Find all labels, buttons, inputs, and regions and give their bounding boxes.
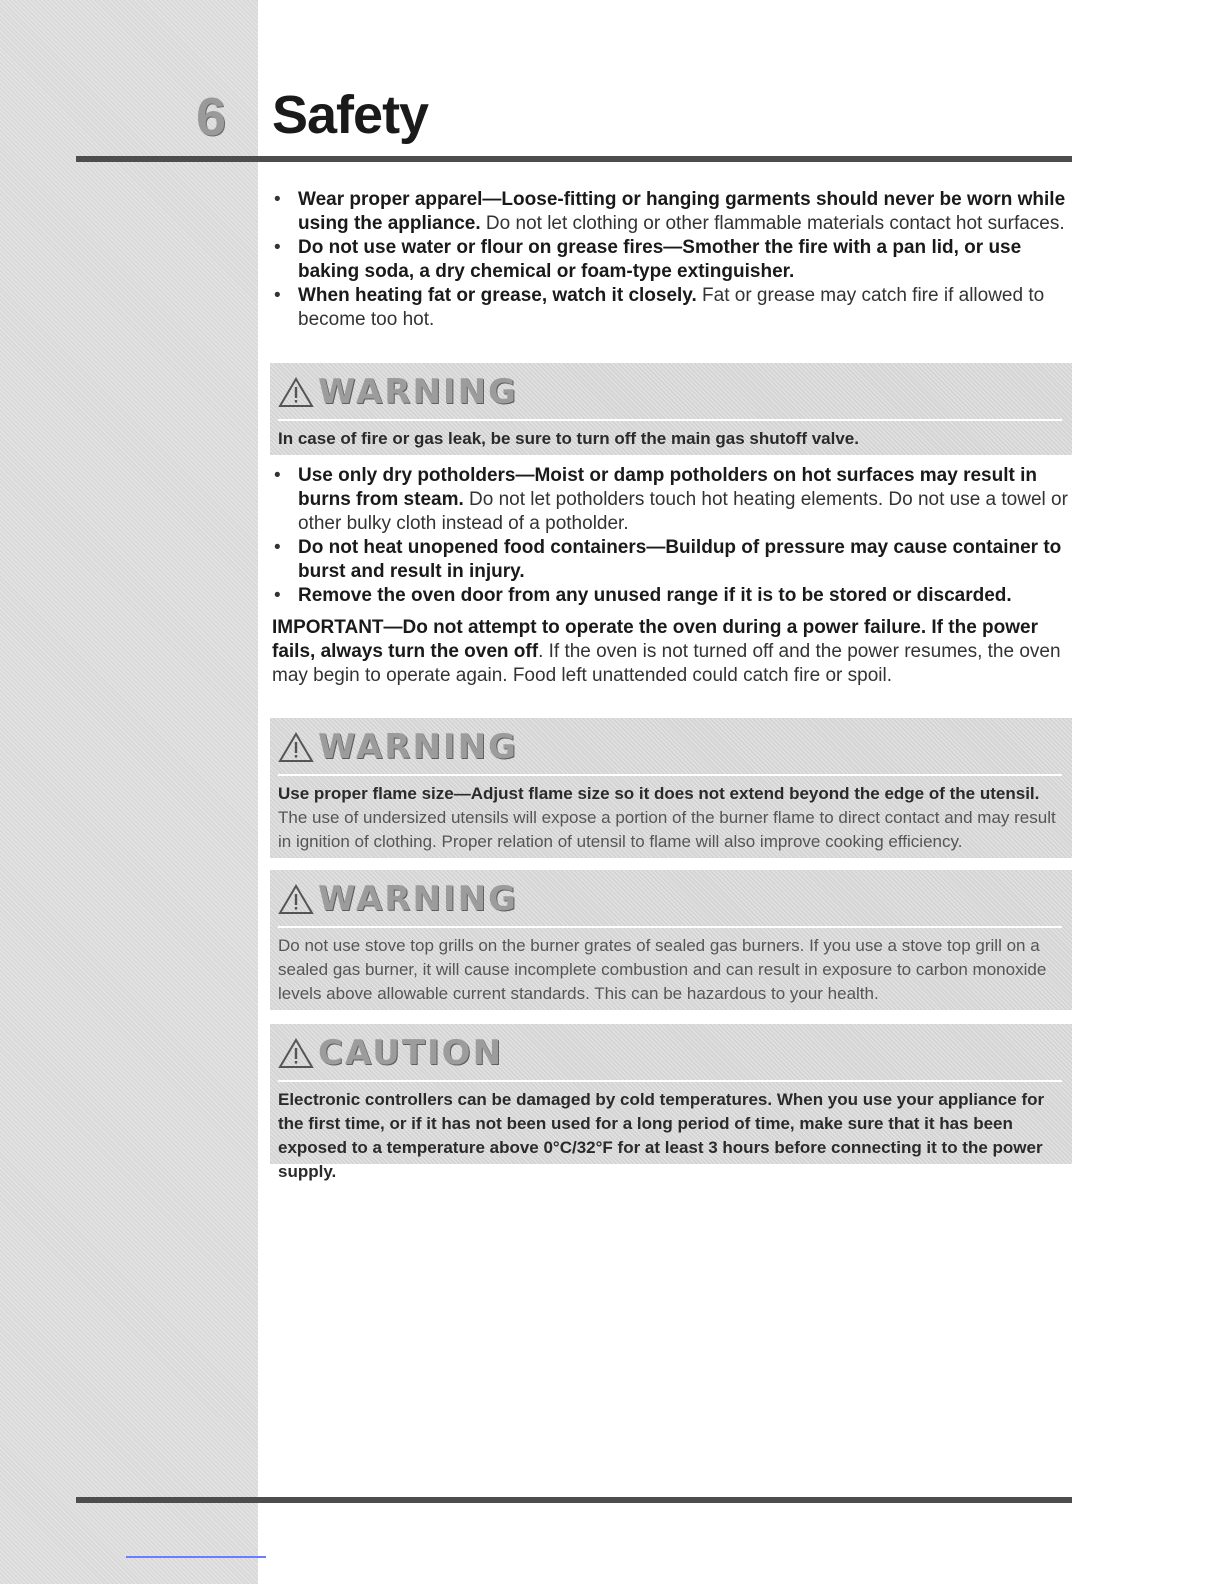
warning-header bbox=[278, 369, 1062, 415]
safety-list-b bbox=[272, 464, 1072, 688]
warning-label: WARNING bbox=[318, 879, 518, 919]
caution-box-cold bbox=[270, 1024, 1072, 1181]
page-sidebar bbox=[0, 0, 258, 1584]
warning-box-fire bbox=[270, 363, 1072, 455]
warning-label: WARNING bbox=[318, 727, 518, 767]
warning-box-stove-grill bbox=[270, 870, 1072, 1010]
list-item-bold: Do not use water or flour on grease fires—Smother the fire with a pan lid, or use baking soda, a dry chemical or foam-type extinguisher. bbox=[298, 237, 1022, 282]
list-item bbox=[272, 188, 1072, 236]
warning-triangle-icon bbox=[278, 1037, 314, 1069]
footer-rule bbox=[76, 1497, 1072, 1503]
divider bbox=[278, 774, 1062, 776]
caution-header bbox=[278, 1030, 1062, 1076]
warning-label: WARNING bbox=[318, 372, 518, 412]
warning-box-flame-size bbox=[270, 718, 1072, 858]
header-rule bbox=[76, 156, 1072, 162]
list-item bbox=[272, 236, 1072, 284]
divider bbox=[278, 926, 1062, 928]
footer-underline bbox=[126, 1556, 266, 1558]
warning-text: Do not use stove top grills on the burner grates of sealed gas burners. If you use a stove top grill on a sealed gas burner, it will cause incomplete combustion and can result in exposure to carbon monoxide levels above allowable current standards. This can be hazardous to your health. bbox=[278, 936, 1047, 1003]
warning-header bbox=[278, 724, 1062, 770]
warning-triangle-icon bbox=[278, 883, 314, 915]
list-item bbox=[272, 536, 1072, 584]
warning-header bbox=[278, 876, 1062, 922]
list-item-bold: When heating fat or grease, watch it closely. bbox=[298, 285, 697, 306]
list-item bbox=[272, 464, 1072, 536]
important-text: . If the oven is not turned off and the power resumes, the oven may begin to operate again. Food left unattended could catch fire or spoil. bbox=[272, 641, 1061, 686]
safety-list-a bbox=[272, 188, 1072, 332]
warning-lead: Use proper flame size—Adjust flame size so it does not extend beyond the edge of the utensil. bbox=[278, 784, 1040, 803]
chapter-number: 6 bbox=[196, 87, 227, 147]
list-item bbox=[272, 284, 1072, 332]
list-item-text: Fat or grease may catch fire if allowed to become too hot. bbox=[298, 285, 1045, 330]
divider bbox=[278, 419, 1062, 421]
list-item-bold: Wear proper apparel—Loose-fitting or hanging garments should never be worn while using the appliance. bbox=[298, 189, 1066, 234]
divider bbox=[278, 1080, 1062, 1082]
caution-text: Electronic controllers can be damaged by cold temperatures. When you use your appliance for the first time, or if it has not been used for a long period of time, make sure that it has been exposed to a temperature above 0°C/32°F for at least 3 hours before connecting it to the power supply. bbox=[278, 1090, 1045, 1181]
list-item bbox=[272, 584, 1072, 608]
caution-label: CAUTION bbox=[318, 1033, 504, 1073]
warning-text bbox=[278, 782, 1062, 854]
page-title: Safety bbox=[272, 85, 429, 145]
warning-text: In case of fire or gas leak, be sure to turn off the main gas shutoff valve. bbox=[278, 429, 859, 448]
list-item-bold: Use only dry potholders—Moist or damp potholders on hot surfaces may result in burns from steam. bbox=[298, 465, 1037, 510]
list-item-text: Do not let clothing or other flammable materials contact hot surfaces. bbox=[480, 213, 1065, 234]
important-bold: IMPORTANT—Do not attempt to operate the oven during a power failure. If the power fails, always turn the oven off bbox=[272, 617, 1039, 662]
list-item-bold: Remove the oven door from any unused range if it is to be stored or discarded. bbox=[298, 585, 1012, 606]
warning-triangle-icon bbox=[278, 376, 314, 408]
list-item-text: Do not let potholders touch hot heating elements. Do not use a towel or other bulky cloth instead of a potholder. bbox=[298, 489, 1068, 534]
list-item-bold: Do not heat unopened food containers—Buildup of pressure may cause container to burst and result in injury. bbox=[298, 537, 1062, 582]
warning-detail: The use of undersized utensils will expose a portion of the burner flame to direct contact and may result in ignition of clothing. Proper relation of utensil to flame will also improve cooking efficiency. bbox=[278, 808, 1056, 851]
warning-triangle-icon bbox=[278, 731, 314, 763]
important-note bbox=[272, 616, 1072, 688]
